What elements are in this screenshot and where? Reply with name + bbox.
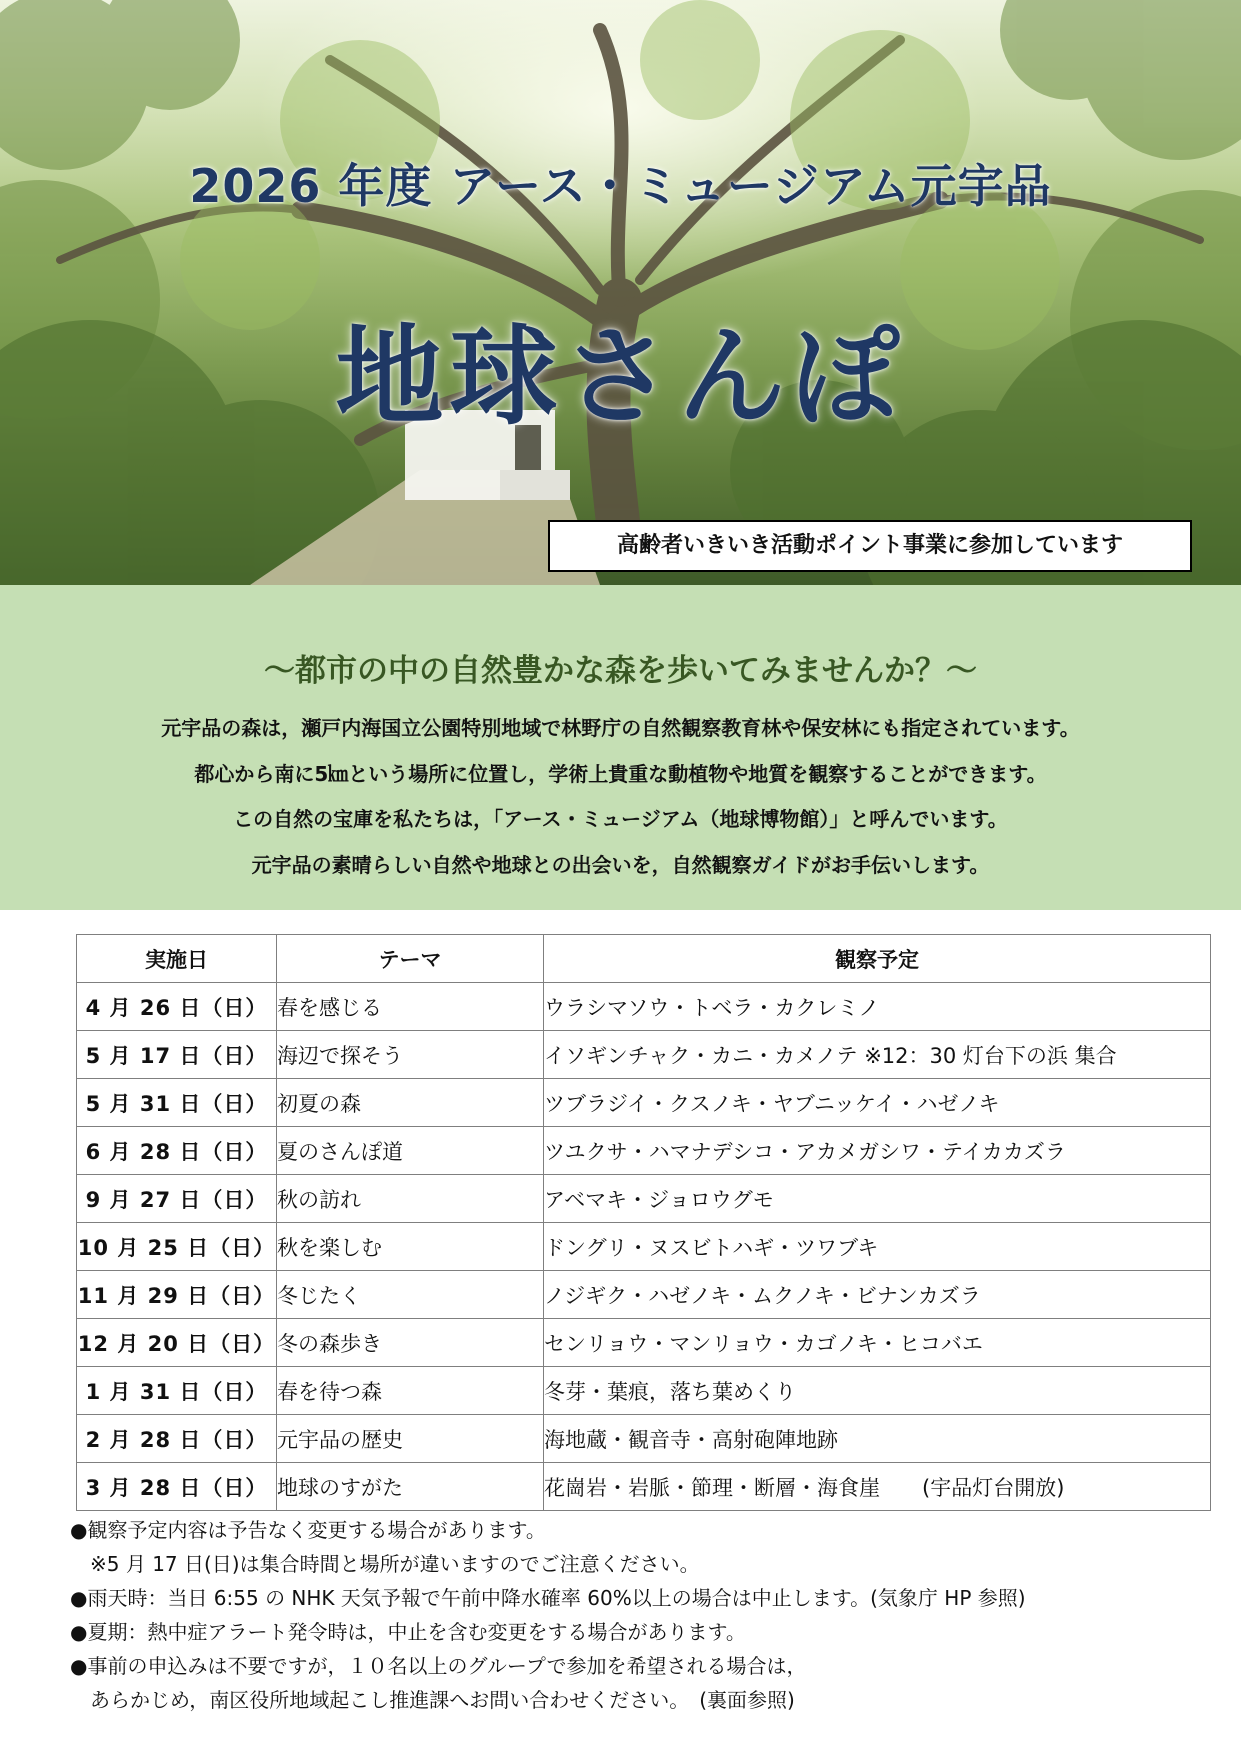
intro-heading: ～都市の中の自然豊かな森を歩いてみませんか？～ — [264, 653, 977, 689]
row-theme: 春を感じる — [277, 983, 544, 1031]
table-row — [77, 1079, 1211, 1127]
table-header-row — [77, 935, 1211, 983]
table-row — [77, 983, 1211, 1031]
intro-line-1: 元宇品の森は，瀬戸内海国立公園特別地域で林野庁の自然観察教育林や保安林にも指定されています。 — [161, 716, 1080, 740]
note-item: ●事前の申込みは不要ですが，１０名以上のグループで参加を希望される場合は， — [70, 1654, 807, 1678]
row-theme: 春を待つ森 — [277, 1367, 544, 1415]
row-theme: 元宇品の歴史 — [277, 1415, 544, 1463]
header-observation: 観察予定 — [544, 935, 1211, 983]
table-row — [77, 1367, 1211, 1415]
schedule-table — [76, 934, 1211, 1511]
note-item: あらかじめ，南区役所地域起こし推進課へお問い合わせください。 (裏面参照) — [70, 1688, 795, 1712]
row-date: 5 月 31 日（日） — [77, 1079, 277, 1127]
intro-line-4: 元宇品の素晴らしい自然や地球との出会いを，自然観察ガイドがお手伝いします。 — [251, 853, 990, 877]
row-date: 12 月 20 日（日） — [77, 1319, 277, 1367]
row-date: 10 月 25 日（日） — [77, 1223, 277, 1271]
row-observation: センリョウ・マンリョウ・カゴノキ・ヒコバエ — [544, 1319, 1211, 1367]
row-observation: ウラシマソウ・トベラ・カクレミノ — [544, 983, 1211, 1031]
row-theme: 初夏の森 — [277, 1079, 544, 1127]
row-date: 2 月 28 日（日） — [77, 1415, 277, 1463]
hero-photo — [0, 0, 1241, 585]
table-row — [77, 1223, 1211, 1271]
program-badge: 高齢者いきいき活動ポイント事業に参加しています — [548, 520, 1192, 572]
table-row — [77, 1463, 1211, 1511]
row-theme: 地球のすがた — [277, 1463, 544, 1511]
table-row — [77, 1415, 1211, 1463]
hero-title: 地球さんぽ — [335, 315, 906, 440]
row-theme: 冬じたく — [277, 1271, 544, 1319]
row-observation: アベマキ・ジョロウグモ — [544, 1175, 1211, 1223]
row-theme: 夏のさんぽ道 — [277, 1127, 544, 1175]
row-observation: イソギンチャク・カニ・カメノテ ※12：30 灯台下の浜 集合 — [544, 1031, 1211, 1079]
row-theme: 海辺で探そう — [277, 1031, 544, 1079]
notes-section — [70, 1513, 1230, 1717]
table-row — [77, 1319, 1211, 1367]
note-item: ※5 月 17 日(日)は集合時間と場所が違いますのでご注意ください。 — [70, 1552, 700, 1576]
intro-line-3: この自然の宝庫を私たちは，「アース・ミュージアム（地球博物館）」と呼んでいます。 — [233, 807, 1008, 831]
row-date: 4 月 26 日（日） — [77, 983, 277, 1031]
row-observation: ノジギク・ハゼノキ・ムクノキ・ビナンカズラ — [544, 1271, 1211, 1319]
note-item: ●夏期：熱中症アラート発令時は，中止を含む変更をする場合があります。 — [70, 1620, 746, 1644]
row-observation: 海地蔵・観音寺・高射砲陣地跡 — [544, 1415, 1211, 1463]
row-date: 1 月 31 日（日） — [77, 1367, 277, 1415]
note-item: ●雨天時：当日 6:55 の NHK 天気予報で午前中降水確率 60%以上の場合は中止します。(気象庁 HP 参照) — [70, 1586, 1026, 1610]
hero-subtitle: 2026 年度 アース・ミュージアム元宇品 — [189, 159, 1052, 213]
row-date: 3 月 28 日（日） — [77, 1463, 277, 1511]
row-theme: 秋を楽しむ — [277, 1223, 544, 1271]
intro-section — [0, 585, 1241, 910]
row-date: 9 月 27 日（日） — [77, 1175, 277, 1223]
table-row — [77, 1175, 1211, 1223]
row-observation: ツブラジイ・クスノキ・ヤブニッケイ・ハゼノキ — [544, 1079, 1211, 1127]
row-date: 6 月 28 日（日） — [77, 1127, 277, 1175]
note-item: ●観察予定内容は予告なく変更する場合があります。 — [70, 1518, 546, 1542]
row-observation: 花崗岩・岩脈・節理・断層・海食崖 (宇品灯台開放) — [544, 1463, 1211, 1511]
header-date: 実施日 — [77, 935, 277, 983]
header-theme: テーマ — [277, 935, 544, 983]
row-observation: ドングリ・ヌスビトハギ・ツワブキ — [544, 1223, 1211, 1271]
row-theme: 冬の森歩き — [277, 1319, 544, 1367]
row-observation: ツユクサ・ハマナデシコ・アカメガシワ・テイカカズラ — [544, 1127, 1211, 1175]
intro-line-2: 都心から南に5㎞という場所に位置し，学術上貴重な動植物や地質を観察することができます。 — [194, 762, 1047, 786]
table-row — [77, 1031, 1211, 1079]
table-row — [77, 1127, 1211, 1175]
table-row — [77, 1271, 1211, 1319]
row-observation: 冬芽・葉痕，落ち葉めくり — [544, 1367, 1211, 1415]
row-theme: 秋の訪れ — [277, 1175, 544, 1223]
row-date: 11 月 29 日（日） — [77, 1271, 277, 1319]
row-date: 5 月 17 日（日） — [77, 1031, 277, 1079]
